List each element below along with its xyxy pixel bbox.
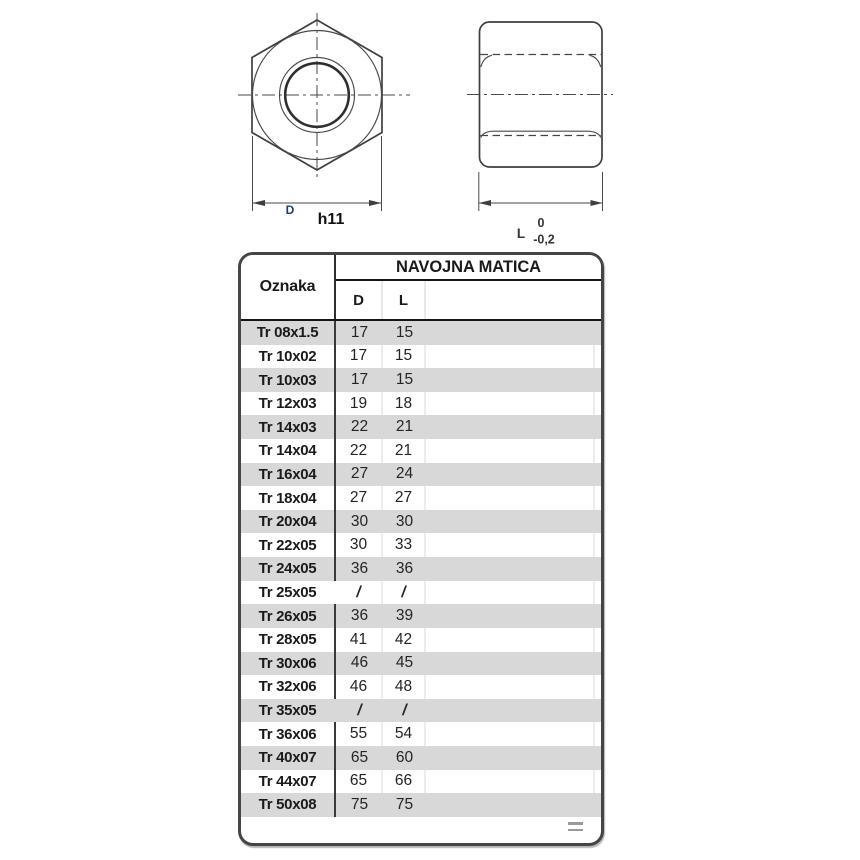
row-l-value: / (383, 581, 426, 605)
row-designation: Tr 14x03 (258, 418, 317, 436)
row-filler (426, 770, 595, 794)
row-d-value: / (336, 581, 383, 605)
row-filler (426, 368, 595, 392)
table-row (241, 463, 601, 487)
table-row (241, 699, 601, 723)
dimension-label-l: L (516, 226, 526, 241)
row-filler (426, 557, 595, 581)
row-edge (595, 415, 601, 439)
row-designation: Tr 50x08 (258, 796, 317, 814)
row-filler (426, 793, 595, 817)
row-designation: Tr 12x03 (258, 395, 317, 413)
row-d-value: 27 (336, 486, 383, 510)
nut-technical-drawing (0, 0, 860, 250)
row-edge (595, 392, 601, 416)
table-row (241, 415, 601, 439)
row-l-value: 15 (395, 371, 414, 389)
row-l-value: 27 (383, 486, 426, 510)
row-edge (595, 652, 601, 676)
row-d-value: 22 (336, 439, 383, 463)
table-row (241, 722, 601, 746)
row-l-value: 36 (395, 559, 414, 577)
table-row (241, 628, 601, 652)
arrowhead-icon (253, 200, 266, 206)
row-designation: Tr 14x04 (258, 442, 317, 460)
row-edge (595, 510, 601, 534)
row-designation: Tr 44x07 (258, 772, 317, 790)
tolerance-upper: 0 (537, 216, 545, 230)
row-designation: Tr 32x06 (258, 678, 317, 696)
row-filler (426, 392, 595, 416)
row-d-value: 46 (350, 654, 369, 672)
row-d-value: 55 (336, 722, 383, 746)
row-filler (426, 439, 595, 463)
row-designation: Tr 16x04 (258, 465, 317, 483)
row-filler (426, 675, 595, 699)
row-d-value: 36 (350, 559, 369, 577)
row-edge (595, 368, 601, 392)
row-filler (426, 345, 595, 369)
row-d-value: / (357, 701, 362, 719)
row-d-value: 75 (350, 795, 369, 813)
row-filler (426, 652, 595, 676)
row-l-value: 45 (395, 654, 414, 672)
row-d-value: 65 (350, 748, 369, 766)
spec-table-card (238, 252, 604, 846)
sub-header-row (336, 281, 601, 319)
row-d-value: 22 (350, 418, 369, 436)
row-edge (595, 722, 601, 746)
row-edge (595, 675, 601, 699)
row-designation: Tr 30x06 (258, 654, 317, 672)
row-designation: Tr 24x05 (258, 560, 317, 578)
row-l-value: 18 (383, 392, 426, 416)
side-view (467, 22, 613, 247)
row-filler (426, 510, 595, 534)
table-row (241, 439, 601, 463)
table-header (241, 255, 601, 321)
row-edge (595, 486, 601, 510)
table-row (241, 486, 601, 510)
row-filler (426, 321, 595, 345)
row-d-value: 65 (336, 770, 383, 794)
column-header-d: D (336, 281, 383, 319)
row-l-value: 66 (383, 770, 426, 794)
row-designation: Tr 35x05 (258, 702, 317, 720)
column-header-l: L (383, 281, 426, 319)
tolerance-label-h11: h11 (317, 211, 345, 228)
row-l-value: 30 (395, 512, 414, 530)
row-edge (595, 439, 601, 463)
header-right (336, 255, 601, 319)
row-filler (426, 722, 595, 746)
row-filler (426, 604, 595, 628)
row-d-value: 19 (336, 392, 383, 416)
hex-front-view (238, 13, 410, 228)
table-row (241, 345, 601, 369)
row-designation: Tr 22x05 (258, 536, 317, 554)
row-d-value: 41 (336, 628, 383, 652)
row-l-value: 54 (383, 722, 426, 746)
row-designation: Tr 18x04 (258, 489, 317, 507)
row-d-value: 17 (350, 371, 369, 389)
row-filler (426, 581, 595, 605)
table-row (241, 581, 601, 605)
row-l-value: 48 (383, 675, 426, 699)
table-row (241, 510, 601, 534)
row-designation: Tr 26x05 (258, 607, 317, 625)
table-row (241, 793, 601, 817)
arrowhead-icon (591, 200, 603, 206)
row-edge (595, 770, 601, 794)
row-edge (595, 604, 601, 628)
row-filler (426, 415, 595, 439)
row-filler (426, 486, 595, 510)
row-d-value: 27 (350, 465, 369, 483)
table-row (241, 652, 601, 676)
row-l-value: 15 (383, 345, 426, 369)
row-edge (595, 793, 601, 817)
row-filler (426, 746, 595, 770)
row-edge (595, 557, 601, 581)
table-row (241, 392, 601, 416)
tolerance-lower: -0,2 (533, 232, 555, 247)
row-designation: Tr 28x05 (258, 631, 317, 649)
row-l-value: 24 (395, 465, 414, 483)
table-row (241, 368, 601, 392)
row-filler (426, 533, 595, 557)
corner-header-oznaka: Oznaka (241, 255, 336, 319)
row-designation: Tr 10x03 (258, 371, 317, 389)
row-edge (595, 581, 601, 605)
row-l-value: 75 (395, 795, 414, 813)
row-d-value: 17 (350, 323, 369, 341)
row-designation: Tr 36x06 (258, 725, 317, 743)
group-header-navojna-matica: NAVOJNA MATICA (336, 255, 601, 281)
row-d-value: 46 (336, 675, 383, 699)
row-designation: Tr 25x05 (258, 584, 317, 601)
table-row (241, 770, 601, 794)
row-d-value: 17 (336, 345, 383, 369)
row-designation: Tr 40x07 (258, 749, 317, 767)
table-row (241, 557, 601, 581)
arrowhead-icon (479, 200, 491, 206)
row-l-value: 21 (395, 418, 414, 436)
row-l-value: 42 (383, 628, 426, 652)
table-row (241, 533, 601, 557)
row-edge (595, 463, 601, 487)
row-edge (595, 628, 601, 652)
row-l-value: 15 (395, 323, 414, 341)
row-filler (426, 699, 595, 723)
row-edge (595, 533, 601, 557)
row-l-value: 60 (395, 748, 414, 766)
row-edge (595, 746, 601, 770)
row-filler (426, 463, 595, 487)
dimension-label-d: D (285, 203, 295, 217)
row-edge (595, 345, 601, 369)
chamfer-arc (481, 55, 492, 67)
arrowhead-icon (369, 200, 382, 206)
row-l-value: 21 (383, 439, 426, 463)
row-d-value: 30 (336, 533, 383, 557)
row-l-value: 39 (395, 607, 414, 625)
row-l-value: / (402, 701, 407, 719)
chamfer-arc (481, 131, 601, 137)
row-filler (426, 628, 595, 652)
table-row (241, 604, 601, 628)
row-edge (595, 321, 601, 345)
table-row (241, 675, 601, 699)
table-row (241, 746, 601, 770)
row-d-value: 36 (350, 607, 369, 625)
row-designation: Tr 08x1.5 (256, 324, 319, 342)
row-designation: Tr 10x02 (258, 347, 317, 365)
table-row (241, 321, 601, 345)
chamfer-arc (590, 55, 601, 67)
table-body (241, 321, 601, 817)
row-l-value: 33 (383, 533, 426, 557)
row-edge (595, 699, 601, 723)
row-d-value: 30 (350, 512, 369, 530)
row-designation: Tr 20x04 (258, 513, 317, 531)
resize-handle-icon (568, 818, 583, 831)
